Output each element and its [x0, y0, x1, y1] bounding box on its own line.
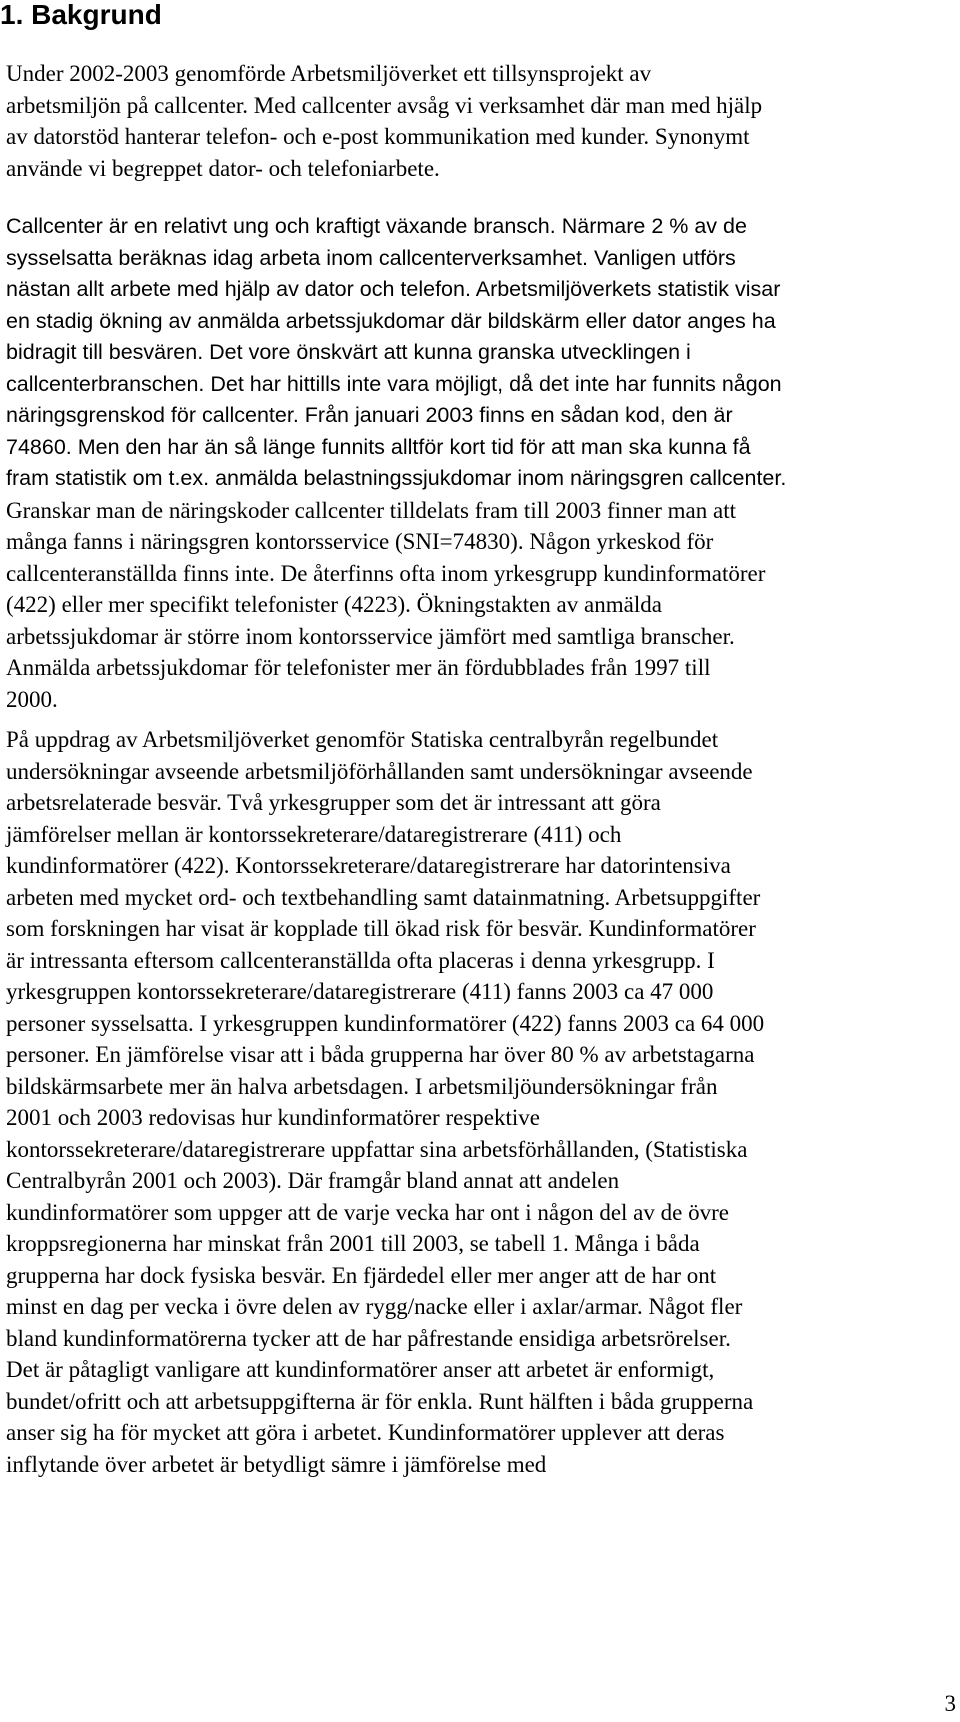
text-line: bundet/ofritt och att arbetsuppgifterna är för enkla. Runt hälften i båda grupperna	[6, 1388, 754, 1414]
text-line: 74860. Men den har än så länge funnits alltför kort tid för att man ska kunna få	[6, 434, 751, 459]
text-line: arbetssjukdomar är större inom kontorsservice jämfört med samtliga branscher.	[6, 623, 735, 649]
text-line: kundinformatörer (422). Kontorssekreterare/dataregistrerare har datorintensiva	[6, 853, 731, 878]
text-line: Under 2002-2003 genomförde Arbetsmiljöverket ett tillsynsprojekt av	[6, 61, 652, 86]
section-heading: 1. Bakgrund	[0, 0, 162, 30]
text-line: 2001 och 2003 redovisas hur kundinformatörer respektive	[6, 1105, 540, 1130]
text-line: bidragit till besvären. Det vore önskvärt att kunna granska utvecklingen i	[6, 340, 691, 364]
text-line: minst en dag per vecka i övre delen av rygg/nacke eller i axlar/armar. Något fler	[6, 1294, 743, 1319]
text-line: På uppdrag av Arbetsmiljöverket genomför Statiska centralbyrån regelbundet	[6, 727, 719, 752]
text-line: Callcenter är en relativt ung och kraftigt växande bransch. Närmare 2 % av de	[6, 214, 747, 238]
text-line: är intressanta eftersom callcenteranställda ofta placeras i denna yrkesgrupp. I	[6, 947, 715, 973]
text-line: callcenteranställda finns inte. De återfinns ofta inom yrkesgrupp kundinformatörer	[6, 560, 766, 586]
text-line: yrkesgruppen kontorssekreterare/dataregistrerare (411) fanns 2003 ca 47 000	[6, 979, 714, 1004]
paragraph-intro	[6, 58, 956, 184]
paragraph-industry	[6, 211, 956, 715]
text-line: som forskningen har visat är kopplade till ökad risk för besvär. Kundinformatörer	[6, 916, 756, 941]
page-number: 3	[944, 1691, 956, 1716]
text-line: anser sig ha för mycket att göra i arbetet. Kundinformatörer upplever att deras	[6, 1420, 725, 1445]
text-line: arbetsmiljön på callcenter. Med callcenter avsåg vi verksamhet där man med hjälp	[6, 92, 763, 118]
text-line: 2000.	[6, 686, 58, 712]
text-line: kroppsregionerna har minskat från 2001 till 2003, se tabell 1. Många i båda	[6, 1231, 700, 1256]
text-line: grupperna har dock fysiska besvär. En fjärdedel eller mer anger att de har ont	[6, 1262, 717, 1288]
text-line: nästan allt arbete med hjälp av dator och telefon. Arbetsmiljöverkets statistik visar	[6, 277, 781, 301]
text-line: bildskärmsarbete mer än halva arbetsdagen. I arbetsmiljöundersökningar från	[6, 1073, 718, 1099]
text-line: Granskar man de näringskoder callcenter tilldelats fram till 2003 finner man att	[6, 497, 736, 523]
text-line: Det är påtagligt vanligare att kundinformatörer anser att arbetet är enformigt,	[6, 1357, 715, 1382]
text-line: bland kundinformatörerna tycker att de har påfrestande ensidiga arbetsrörelser.	[6, 1325, 731, 1351]
text-line: undersökningar avseende arbetsmiljöförhållanden samt undersökningar avseende	[6, 758, 753, 784]
text-line: näringsgrenskod för callcenter. Från januari 2003 finns en sådan kod, den är	[6, 403, 733, 427]
text-line: arbetsrelaterade besvär. Två yrkesgrupper som det är intressant att göra	[6, 790, 661, 815]
text-line: använde vi begreppet dator- och telefoniarbete.	[6, 155, 440, 181]
text-line: Centralbyrån 2001 och 2003). Där framgår bland annat att andelen	[6, 1168, 620, 1193]
text-line: jämförelser mellan är kontorssekreterare/dataregistrerare (411) och	[6, 821, 622, 847]
text-line: personer sysselsatta. I yrkesgruppen kundinformatörer (422) fanns 2003 ca 64 000	[6, 1010, 765, 1036]
text-line: arbeten med mycket ord- och textbehandling samt datainmatning. Arbetsuppgifter	[6, 884, 761, 910]
text-line: personer. En jämförelse visar att i båda grupperna har över 80 % av arbetstagarna	[6, 1042, 755, 1067]
text-line: Anmälda arbetssjukdomar för telefonister mer än fördubblades från 1997 till	[6, 655, 711, 680]
text-line: kundinformatörer som uppger att de varje vecka har ont i någon del av de övre	[6, 1199, 729, 1225]
text-line: inflytande över arbetet är betydligt sämre i jämförelse med	[6, 1451, 547, 1477]
text-line: av datorstöd hanterar telefon- och e-post kommunikation med kunder. Synonymt	[6, 124, 750, 149]
text-line: kontorssekreterare/dataregistrerare uppfattar sina arbetsförhållanden, (Statistiska	[6, 1136, 748, 1162]
text-line: callcenterbranschen. Det har hittills inte vara möjligt, då det inte har funnits någon	[6, 371, 782, 396]
text-line: sysselsatta beräknas idag arbeta inom callcenterverksamhet. Vanligen utförs	[6, 245, 736, 270]
text-line: (422) eller mer specifikt telefonister (4223). Ökningstakten av anmälda	[6, 592, 662, 617]
paragraph-survey	[6, 724, 956, 1480]
text-line: fram statistik om t.ex. anmälda belastningssjukdomar inom näringsgren callcenter.	[6, 466, 787, 490]
text-line: många fanns i näringsgren kontorsservice (SNI=74830). Någon yrkeskod för	[6, 529, 714, 554]
text-line: en stadig ökning av anmälda arbetssjukdomar där bildskärm eller dator anges ha	[6, 308, 776, 333]
